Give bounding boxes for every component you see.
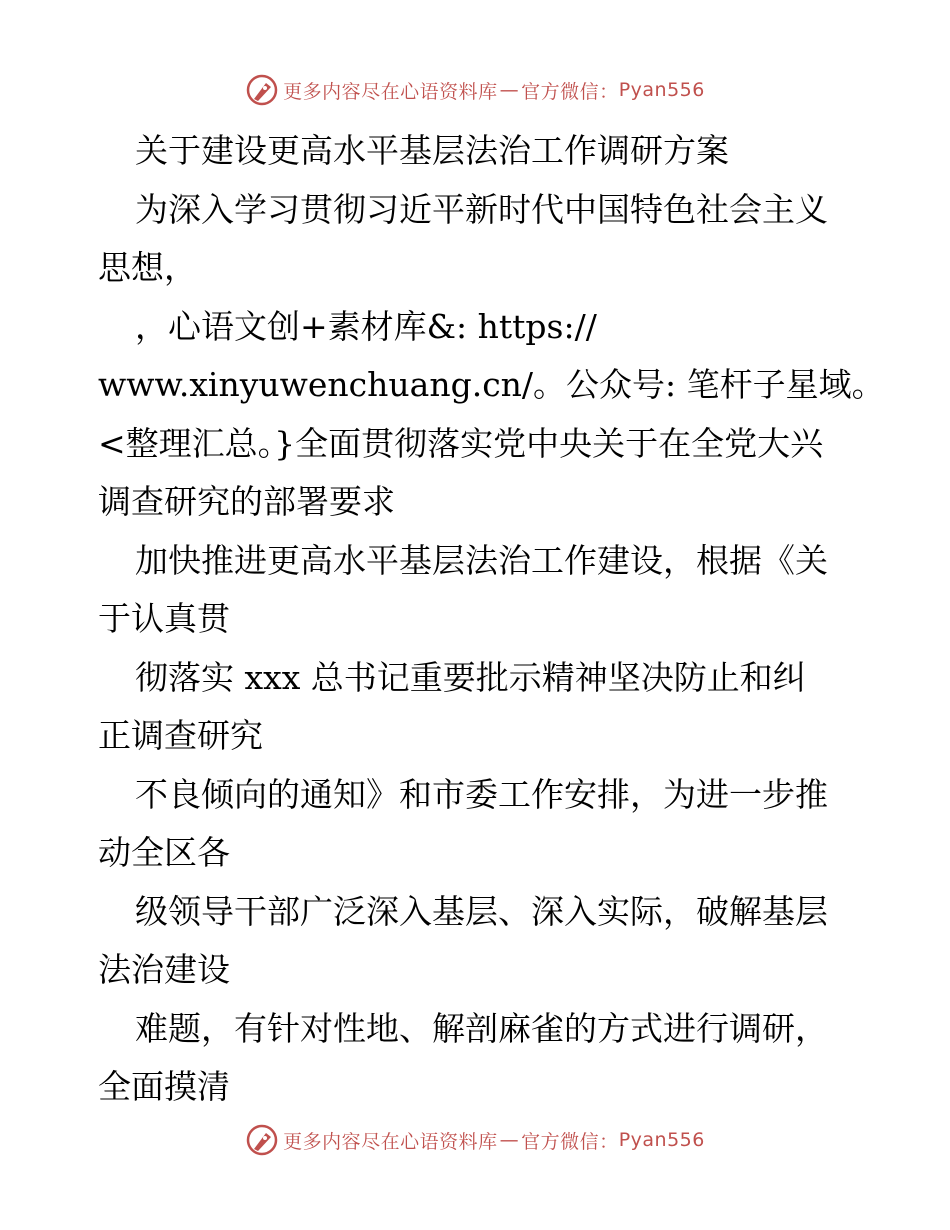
text-line: 全面摸清 bbox=[98, 1067, 230, 1106]
banner-wechat-label: 官方微信： bbox=[521, 1130, 619, 1153]
pen-nib-logo-icon bbox=[245, 73, 279, 107]
text-line: 正调查研究 bbox=[98, 716, 263, 755]
header-banner bbox=[0, 70, 950, 110]
text-line: 加快推进更高水平基层法治工作建设，根据《关 bbox=[135, 540, 828, 580]
banner-text: 更多内容尽在心语资料库 bbox=[283, 80, 498, 103]
text-line: 难题，有针对性地、解剖麻雀的方式进行调研， bbox=[135, 1008, 828, 1048]
text-line: 不良倾向的通知》和市委工作安排，为进一步推 bbox=[135, 774, 828, 814]
text-line: 法治建设 bbox=[98, 950, 230, 989]
banner-wechat-id: Pyan556 bbox=[618, 1129, 705, 1151]
banner-separator: — bbox=[499, 1129, 520, 1151]
text-line: ，心语文创+素材库&: https:// bbox=[135, 306, 597, 346]
text-line: 为深入学习贯彻习近平新时代中国特色社会主义 bbox=[135, 189, 828, 229]
footer-banner bbox=[0, 1120, 950, 1160]
text-line: 调查研究的部署要求 bbox=[98, 482, 395, 521]
document-body bbox=[98, 122, 885, 1117]
text-line: 动全区各 bbox=[98, 833, 230, 872]
banner-wechat-id: Pyan556 bbox=[618, 79, 705, 101]
banner-wechat-label: 官方微信： bbox=[521, 80, 619, 103]
text-line: 级领导干部广泛深入基层、深入实际，破解基层 bbox=[135, 891, 828, 931]
pen-nib-logo-icon bbox=[245, 1123, 279, 1157]
document-title: 关于建设更高水平基层法治工作调研方案 bbox=[135, 131, 729, 170]
banner-separator: — bbox=[499, 79, 520, 101]
text-line: 于认真贯 bbox=[98, 599, 230, 638]
text-line: 思想， bbox=[98, 248, 197, 287]
text-line: <整理汇总。}全面贯彻落实党中央关于在全党大兴 bbox=[98, 423, 824, 463]
banner-text: 更多内容尽在心语资料库 bbox=[283, 1130, 498, 1153]
text-line: 彻落实 xxx 总书记重要批示精神坚决防止和纠 bbox=[135, 657, 806, 697]
text-line: www.xinyuwenchuang.cn/。公众号: 笔杆子星域。 bbox=[98, 365, 885, 404]
